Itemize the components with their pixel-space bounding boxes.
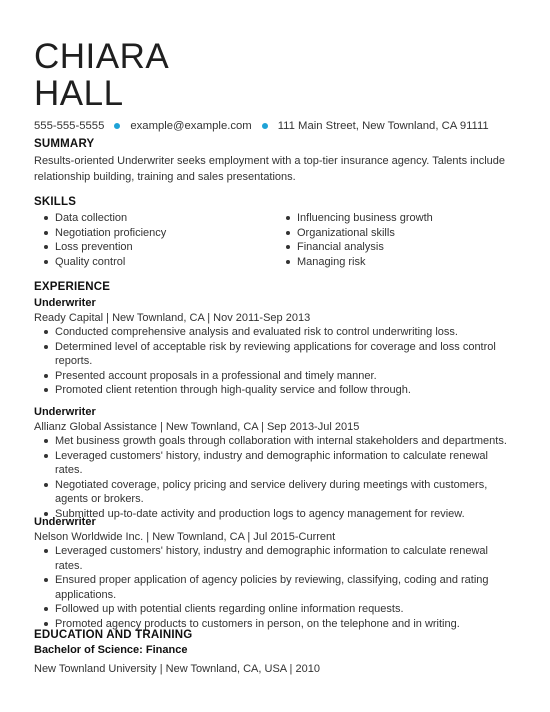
- skills-grid: [34, 211, 518, 269]
- experience-section: [34, 281, 518, 293]
- skill-item: Negotiation proficiency: [34, 226, 276, 241]
- skills-heading: SKILLS: [34, 196, 77, 208]
- contact-email: example@example.com: [130, 120, 252, 132]
- skills-section: [34, 196, 518, 269]
- job-bullet: Negotiated coverage, policy pricing and service delivery during meetings with customers, agents or brokers.: [34, 478, 518, 507]
- education-degree: Bachelor of Science: Finance: [34, 644, 188, 656]
- job-entry: [34, 516, 518, 631]
- job-bullet: Followed up with potential clients regarding online information requests.: [34, 602, 518, 617]
- job-entry: [34, 406, 518, 521]
- job-title: Underwriter: [34, 516, 96, 528]
- summary-text: Results-oriented Underwriter seeks employment with a top-tier insurance agency. Talents include relationship building, training and sales presentations.: [34, 155, 505, 183]
- skills-left-column: [34, 211, 276, 269]
- job-bullet: Conducted comprehensive analysis and evaluated risk to control underwriting loss.: [34, 325, 518, 340]
- job-meta: Ready Capital | New Townland, CA | Nov 2011-Sep 2013: [34, 312, 311, 324]
- summary-section: [34, 138, 518, 185]
- resume-header: [34, 38, 518, 132]
- job-bullet: Leveraged customers' history, industry and demographic information to calculate renewal rates.: [34, 449, 518, 478]
- job-bullet: Determined level of acceptable risk by reviewing applications for coverage and loss control reports.: [34, 340, 518, 369]
- job-bullets: [34, 434, 518, 521]
- job-bullet: Ensured proper application of agency policies by reviewing, classifying, coding and rating applications.: [34, 573, 518, 602]
- job-title: Underwriter: [34, 297, 96, 309]
- skill-item: Influencing business growth: [276, 211, 518, 226]
- job-bullets: [34, 325, 518, 398]
- skill-item: Data collection: [34, 211, 276, 226]
- job-bullet: Leveraged customers' history, industry and demographic information to calculate renewal rates.: [34, 544, 518, 573]
- education-heading: EDUCATION AND TRAINING: [34, 629, 193, 641]
- job-bullet: Presented account proposals in a professional and timely manner.: [34, 369, 518, 384]
- skill-item: Managing risk: [276, 255, 518, 270]
- name-last: HALL: [34, 74, 124, 113]
- contact-address: 111 Main Street, New Townland, CA 91111: [277, 120, 489, 132]
- job-bullet: Submitted up-to-date activity and production logs to agency management for review.: [34, 507, 518, 522]
- skill-item: Organizational skills: [276, 226, 518, 241]
- experience-heading: EXPERIENCE: [34, 281, 111, 293]
- skill-item: Quality control: [34, 255, 276, 270]
- skill-item: Financial analysis: [276, 240, 518, 255]
- education-school: New Townland University | New Townland, CA, USA | 2010: [34, 663, 320, 675]
- skills-right-column: [276, 211, 518, 269]
- summary-heading: SUMMARY: [34, 138, 95, 150]
- job-entry: [34, 297, 518, 398]
- education-section: [34, 629, 518, 676]
- separator-dot-icon: [262, 123, 268, 129]
- name-first: CHIARA: [34, 37, 170, 76]
- job-bullets: [34, 544, 518, 631]
- job-meta: Allianz Global Assistance | New Townland, CA | Sep 2013-Jul 2015: [34, 421, 360, 433]
- job-meta: Nelson Worldwide Inc. | New Townland, CA | Jul 2015-Current: [34, 531, 336, 543]
- job-bullet: Promoted agency products to customers in person, on the telephone and in writing.: [34, 617, 518, 632]
- job-bullet: Promoted client retention through high-quality service and follow through.: [34, 383, 518, 398]
- contact-phone: 555-555-5555: [34, 120, 105, 132]
- contact-line: [34, 120, 518, 132]
- separator-dot-icon: [114, 123, 120, 129]
- job-title: Underwriter: [34, 406, 96, 418]
- skill-item: Loss prevention: [34, 240, 276, 255]
- job-bullet: Met business growth goals through collaboration with internal stakeholders and departments.: [34, 434, 518, 449]
